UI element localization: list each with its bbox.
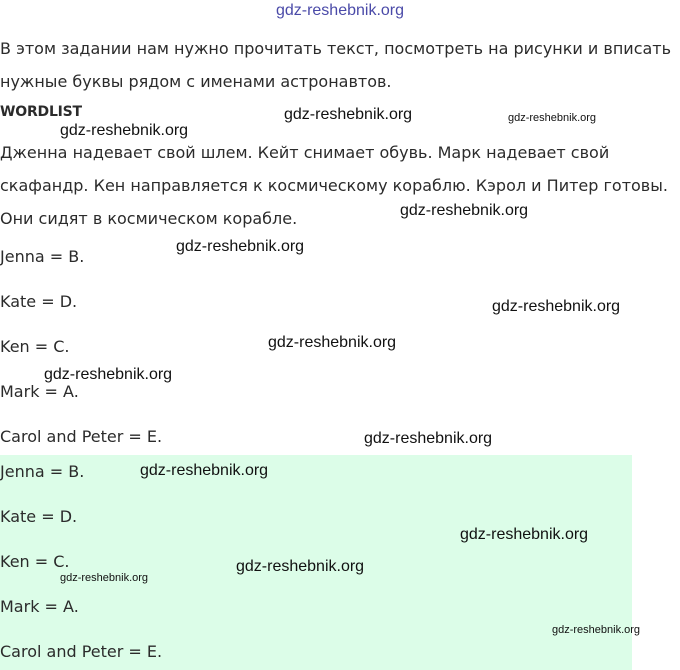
watermark: gdz-reshebnik.org bbox=[400, 202, 529, 219]
watermark: gdz-reshebnik.org bbox=[60, 122, 189, 139]
highlighted-answer-kate: Kate = D. bbox=[0, 507, 78, 526]
watermark: gdz-reshebnik.org bbox=[364, 430, 493, 447]
watermark: gdz-reshebnik.org bbox=[508, 112, 597, 124]
highlighted-answer-jenna: Jenna = B. bbox=[0, 462, 85, 481]
watermark: gdz-reshebnik.org bbox=[176, 238, 305, 255]
watermark: gdz-reshebnik.org bbox=[44, 366, 173, 383]
watermark: gdz-reshebnik.org bbox=[140, 462, 269, 479]
top-watermark: gdz-reshebnik.org bbox=[275, 2, 405, 19]
wordlist-heading: WORDLIST bbox=[0, 104, 82, 120]
answer-jenna: Jenna = B. bbox=[0, 247, 85, 266]
watermark: gdz-reshebnik.org bbox=[460, 526, 589, 543]
watermark: gdz-reshebnik.org bbox=[284, 106, 413, 123]
answer-kate: Kate = D. bbox=[0, 292, 78, 311]
watermark: gdz-reshebnik.org bbox=[552, 624, 641, 636]
watermark: gdz-reshebnik.org bbox=[236, 558, 365, 575]
answer-ken: Ken = C. bbox=[0, 337, 70, 356]
watermark: gdz-reshebnik.org bbox=[60, 572, 149, 584]
watermark: gdz-reshebnik.org bbox=[268, 334, 397, 351]
highlighted-answer-ken: Ken = C. bbox=[0, 552, 70, 571]
translation-text: Дженна надевает свой шлем. Кейт снимает обувь. Марк надевает свой скафандр. Кен направляется к космическому кораблю. Кэрол и Питер готовы. Они сидят в космическом корабле. bbox=[0, 143, 668, 228]
answer-mark: Mark = A. bbox=[0, 382, 79, 401]
highlighted-answer-mark: Mark = A. bbox=[0, 597, 79, 616]
watermark: gdz-reshebnik.org bbox=[492, 298, 621, 315]
answer-carol-peter: Carol and Peter = E. bbox=[0, 427, 163, 446]
intro-text: В этом задании нам нужно прочитать текст, посмотреть на рисунки и вписать нужные буквы рядом с именами астронавтов. bbox=[0, 39, 672, 91]
highlighted-answer-carol-peter: Carol and Peter = E. bbox=[0, 642, 163, 661]
